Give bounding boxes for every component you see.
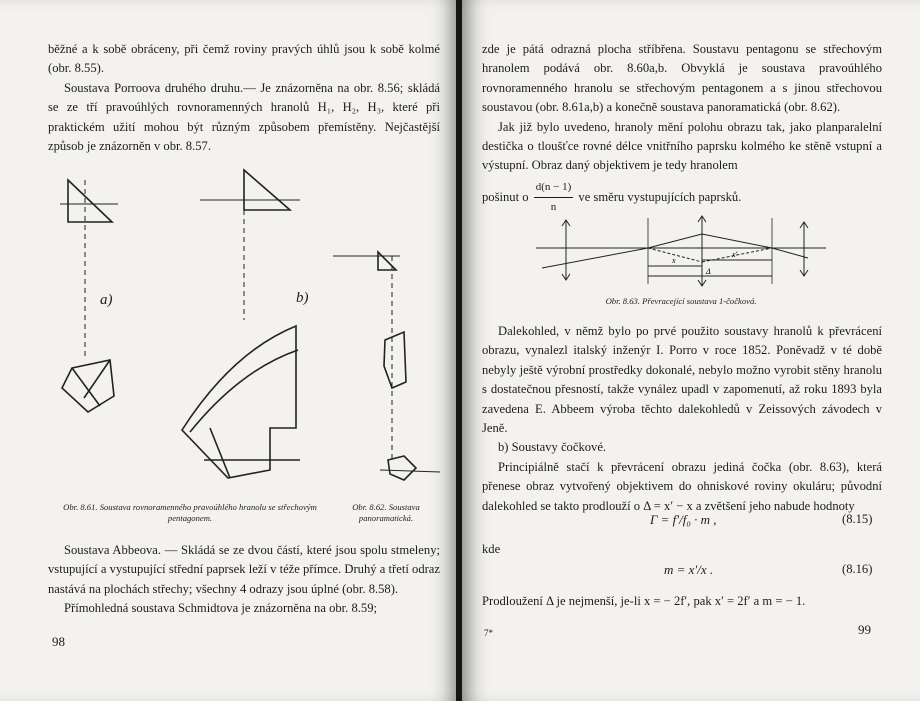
right-last-line: Prodloužení Δ je nejmenší, je-li x = − 2f′, pak x′ = 2f′ a m = − 1. [482, 594, 806, 608]
fig-b-prism [182, 326, 296, 478]
kde-word: kde [482, 542, 501, 556]
left-paragraph-1: běžné a k sobě obráceny, při čemž roviny pravých úhlů jsou k sobě kolmé (obr. 8.55). [48, 42, 440, 76]
shift-denominator: n [550, 201, 557, 214]
signature-mark: 7* [484, 628, 493, 638]
lens-diagram [536, 214, 826, 294]
left-bottom-text [48, 541, 440, 619]
fig-b-triangle [244, 170, 290, 210]
left-page-number: 98 [52, 634, 65, 649]
label-x: x [672, 256, 676, 265]
right-paragraph-5: Principiálně stačí k převrácení obrazu jediná čočka (obr. 8.63), která přenese obraz vytvořený objektivem do ohniskové roviny okuláru; původní dalekohled se takto prodlouží o Δ = x′ − x a zvětšení jeho nabude hodnoty [482, 459, 882, 513]
ray-1 [542, 248, 648, 268]
shift-line [482, 178, 882, 218]
fig-862-middle [384, 332, 406, 388]
equation-8-16-number: (8.16) [842, 562, 873, 576]
right-paragraph-3: Dalekohled, v němž bylo po prvé použito soustavy hranolů k převrácení obrazu, vynalezl italský inženýr I. Porro v roce 1852. Poněvadž v té době nebyly ještě výrobní prostředky dokonalé, nebylo možno vyrobit stěny hranolu s dostatečnou přesností, takže vynález upadl v zapomenutí, až roku 1893 byla zavedena E. Abbeem výroba těchto dalekohledů v Zeissových závodech v Jeně. [482, 324, 882, 436]
fig-label-b: b) [296, 290, 309, 306]
equation-8-16: m = x′/x . [664, 562, 714, 577]
left-paragraph-2: Soustava Porroova druhého druhu.— Je znázorněna na obr. 8.56; skládá se ze tří pravoúhlých rovnoramenných hranolů H₁, H₂, H₃, které při praktickém užití mohou být různým způsobem přemístěny. Nejčastější způsob je znázorněn v obr. 8.57. [48, 80, 440, 154]
shift-fraction [534, 178, 574, 218]
shift-suffix: ve směru vystupujících paprsků. [578, 189, 742, 204]
fig-label-a: a) [100, 292, 113, 308]
equation-8-15: Γ = f′/f₀ · m , [650, 512, 717, 527]
shift-prefix: pošinut o [482, 189, 529, 204]
caption-8-63: Obr. 8.63. Převracející soustava 1-čočková. [605, 296, 757, 306]
right-page-number: 99 [858, 622, 871, 637]
label-delta: Δ [706, 267, 711, 276]
right-middle-text [482, 322, 882, 516]
fig-862-top [378, 252, 396, 270]
caption-8-62: Obr. 8.62. Soustava panoramatická. [352, 502, 420, 523]
label-xprime: x' [732, 250, 738, 259]
right-paragraph-4: b) Soustavy čočkové. [498, 440, 607, 455]
fig-862-bottom [388, 456, 416, 480]
left-paragraph-3: Soustava Abbeova. — Skládá se ze dvou částí, které jsou spolu stmeleny; vstupující a vystupující střední paprsek leží v téže přímce. Druhý a třetí odraz nastává na plochách střechy; všechny 4 odrazy jsou úplné (obr. 8.58). [48, 543, 440, 596]
left-paragraph-4: Přímohledná soustava Schmidtova je znázorněna na obr. 8.59; [64, 601, 378, 616]
left-page [0, 0, 458, 701]
caption-8-61: Obr. 8.61. Soustava rovnoramenného pravoúhlého hranolu se střechovým pentagonem. [63, 502, 317, 523]
prism-figure [0, 160, 458, 490]
right-page [462, 0, 920, 701]
fig-a-pentagon [62, 360, 114, 412]
equation-8-15-number: (8.15) [842, 512, 873, 526]
shift-numerator: d(n − 1) [534, 178, 574, 198]
fig-a-triangle [68, 180, 112, 222]
left-top-text [48, 40, 440, 156]
right-paragraph-1: zde je pátá odrazná plocha stříbřena. Soustavu pentagonu se střechovým hranolem podává obr. 8.60a,b. Obvyklá je soustava pravoúhlého rovnoramenného hranolu se střechovým pentagonem a s jinou střechovou soustavou (obr. 8.61a,b) a konečně soustava panoramatická (obr. 8.62). [482, 42, 882, 115]
right-top-text [482, 40, 882, 218]
right-paragraph-2: Jak již bylo uvedeno, hranoly mění polohu obrazu tak, jako planparalelní destička o tloušťce rovné délce vnitřního paprsku kolmého ke stěně vstupní a výstupní. Obraz daný objektivem je tedy hranolem [482, 119, 882, 173]
